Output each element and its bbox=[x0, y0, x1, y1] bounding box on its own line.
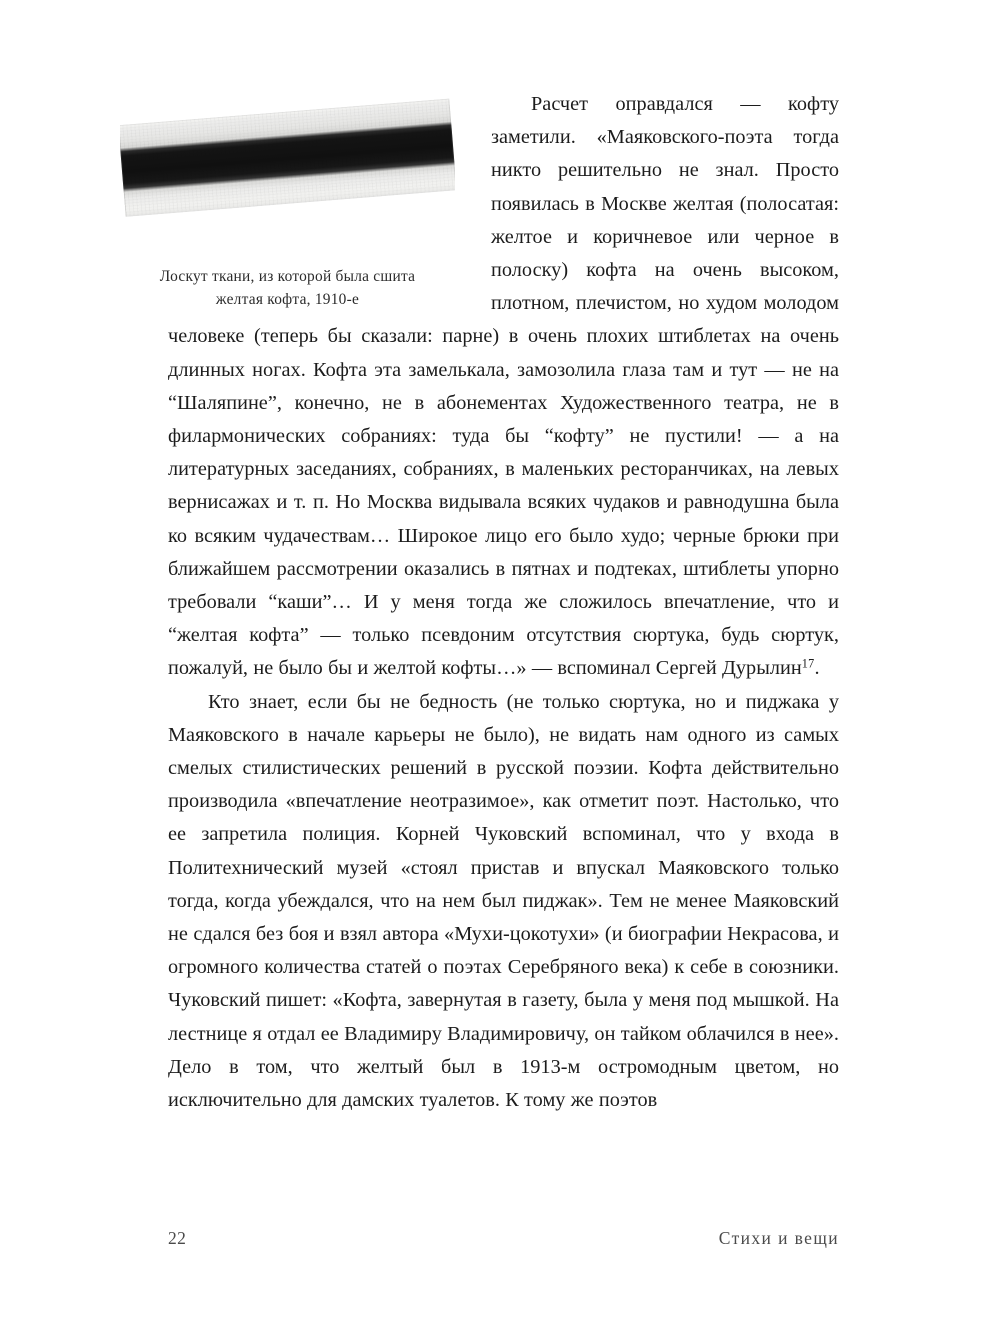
page-footer bbox=[168, 1224, 839, 1252]
figure-caption bbox=[120, 266, 455, 311]
fabric-swatch-photo bbox=[120, 99, 455, 217]
figure-fabric-swatch bbox=[120, 97, 455, 311]
paragraph-1-tail: . bbox=[814, 657, 820, 680]
figure-caption-line-2: желтая кофта, 1910-е bbox=[215, 290, 360, 308]
page-number: 22 bbox=[168, 1228, 187, 1248]
running-head: Стихи и вещи bbox=[718, 1228, 839, 1248]
figure-caption-line-1: Лоскут ткани, из которой была сшита bbox=[159, 268, 416, 285]
figure-image bbox=[120, 97, 455, 245]
footnote-marker-17[interactable]: 17 bbox=[801, 657, 815, 672]
paragraph-1-text: Расчет оправдался — кофту заметили. «Маяковского-поэта тогда никто решительно не знал. Просто появилась в Москве желтая (полосатая: желтое и коричневое или черное в полоску) кофта на очень высоком, плотном, плечистом, но худом молодом человеке (теперь бы сказали: парне) в очень плохих штиблетах на очень длинных ногах. Кофта эта замелькала, замозолила глаза там и тут — не на “Шаляпине”, конечно, не в абонементах Художественного театра, не в филармонических собраниях: туда бы “кофту” не пустили! — а на литературных заседаниях, собраниях, в маленьких ресторанчиках, на левых вернисажах и т. п. Но Москва видывала всяких чудаков и равнодушна была ко всяким чудачествам… Широкое лицо его было худо; черные брюки при ближайшем рассмотрении оказались в пятнах и подтеках, штиблеты упорно требовали “каши”… И у меня тогда же сложилось впечатление, что и “желтая кофта” — только псевдоним отсутствия сюртука, будь сюртук, пожалуй, не было бы и желтой кофты…» — вспоминал Сергей Дурылин bbox=[168, 93, 839, 680]
body-paragraph-2: Кто знает, если бы не бедность (не только сюртука, но и пиджака у Маяковского в начале карьеры не было), не видать нам одного из самых смелых стилистических решений в русской поэзии. Кофта действительно производила «впечатление неотразимое», как отметит поэт. Настолько, что ее запретила полиция. Корней Чуковский вспоминал, что у входа в Политехнический музей «стоял пристав и впускал Маяковского только тогда, когда убеждался, что на нем был пиджак». Тем не менее Маяковский не сдался без боя и взял автора «Мухи-цокотухи» (и биографии Некрасова, и огромного количества статей о поэтах Серебряного века) к себе в союзники. Чуковский пишет: «Кофта, завернутая в газету, была у меня под мышкой. На лестнице я отдал ее Владимиру Владимировичу, он тайком облачился в нее». Дело в том, что желтый был в 1913-м остромодным цветом, но исключительно для дамских туалетов. К тому же поэтов bbox=[168, 690, 839, 1112]
text-column bbox=[159, 88, 839, 1117]
